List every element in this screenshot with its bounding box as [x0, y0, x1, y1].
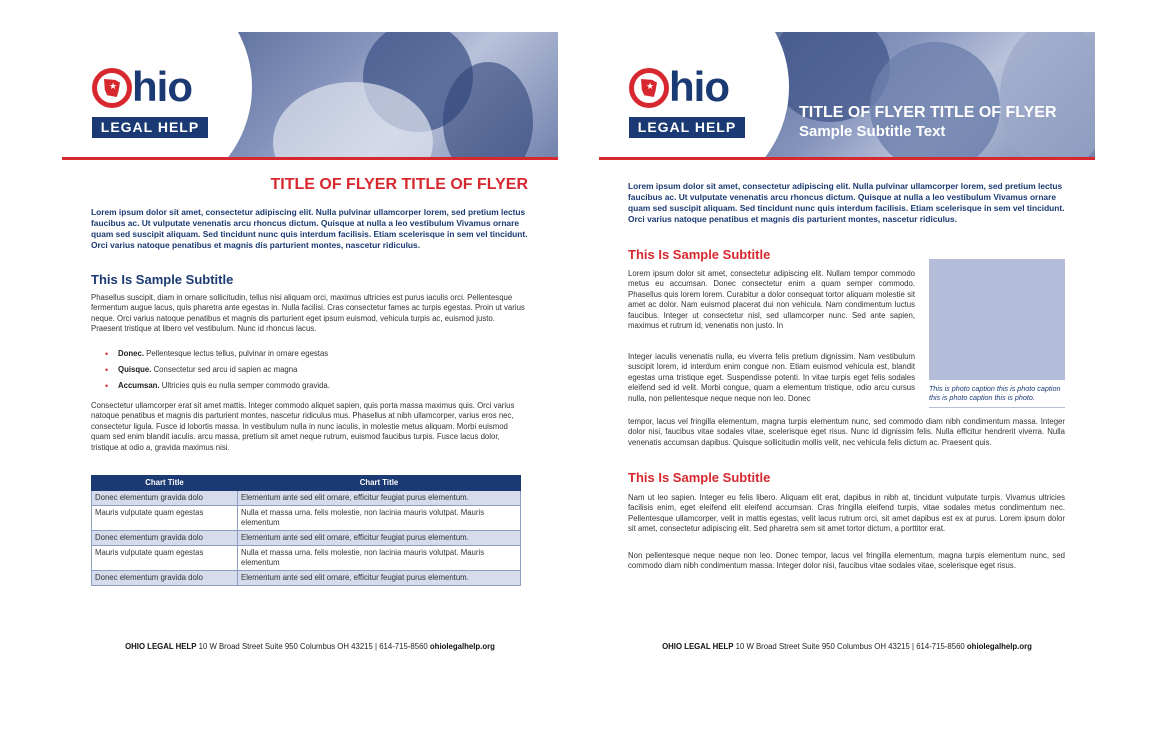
logo-bar: LEGAL HELP [92, 117, 208, 138]
table-row: Donec elementum gravida dolo Elementum ante sed elit ornare, efficitur feugiat purus elementum. [92, 531, 521, 546]
ohio-state-icon: ★ [92, 68, 132, 108]
chart-table [91, 475, 521, 586]
intro-paragraph: Lorem ipsum dolor sit amet, consectetur adipiscing elit. Nulla pulvinar ullamcorper lorem, sed pretium lectus faucibus ac. Ut vulputate venenatis arcu rhoncus dictum. Quisque at nulla a leo vestibulum Vivamus ornare quam sed suscipit aliquam. Sed tincidunt nunc quis interdum facilisis. Etiam scelerisque in sem vel tincidunt. Orci varius natoque penatibus et magnis dis parturient montes, nascetur ridiculus. [91, 207, 528, 251]
list-item: • Accumsan. Ultricies quis eu nulla semper commodo gravida. [105, 381, 330, 391]
logo-word: hio [669, 63, 729, 110]
footer-org: OHIO LEGAL HELP [662, 642, 734, 651]
header-divider [62, 157, 558, 160]
bullet-list [105, 349, 505, 397]
flyer-title: TITLE OF FLYER TITLE OF FLYER [270, 176, 528, 193]
footer-address: 10 W Broad Street Suite 950 Columbus OH 43215 | 614-715-8560 [733, 642, 967, 651]
footer [62, 642, 558, 652]
banner-title: TITLE OF FLYER TITLE OF FLYER [799, 104, 1057, 121]
banner-subtitle: Sample Subtitle Text [799, 123, 946, 140]
table-header: Chart Title [238, 476, 521, 491]
ohio-legal-help-logo [92, 63, 210, 138]
footer-org: OHIO LEGAL HELP [125, 642, 197, 651]
flyer-page-one [62, 32, 558, 662]
intro-paragraph: Lorem ipsum dolor sit amet, consectetur adipiscing elit. Nulla pulvinar ullamcorper lorem, sed pretium lectus faucibus ac. Ut vulputate venenatis arcu rhoncus dictum. Quisque at nulla a leo vestibulum Vivamus ornare quam sed suscipit aliquam. Sed tincidunt nunc quis interdum facilisis. Etiam scelerisque in sem vel tincidunt. Orci varius natoque penatibus et magnis dis parturient montes, nascetur ridiculus. [628, 181, 1065, 225]
table-row: Donec elementum gravida dolo Elementum ante sed elit ornare, efficitur feugiat purus elementum. [92, 571, 521, 586]
section-subtitle: This Is Sample Subtitle [628, 470, 771, 485]
table-row: Donec elementum gravida dolo Elementum ante sed elit ornare, efficitur feugiat purus elementum. [92, 491, 521, 506]
banner-photo [213, 32, 558, 158]
footer [599, 642, 1095, 652]
photo-caption: This is photo caption this is photo caption this is photo caption this is photo. [929, 384, 1061, 403]
body-paragraph: Phasellus suscipit, diam in ornare sollicitudin, tellus nisi aliquam orci, maximus ultricies est purus iaculis orci. Pellentesque fermentum augue lacus, quis pharetra ante egestas in. Nulla facilisi. Cras consectetur fames ac turpis egestas. Proin ut varius neque. Orci varius natoque penatibus et magnis dis parturient eget ipsum euismod, vehicula turpis ac, euismod justo. Praesent tristique at libero vel vestibulum. Nunc id rhoncus lacus. [91, 293, 525, 334]
ohio-state-icon: ★ [629, 68, 669, 108]
footer-address: 10 W Broad Street Suite 950 Columbus OH 43215 | 614-715-8560 [196, 642, 430, 651]
footer-website-link[interactable]: ohiolegalhelp.org [429, 642, 495, 651]
section-subtitle: This Is Sample Subtitle [628, 247, 771, 262]
footer-website-link[interactable]: ohiolegalhelp.org [966, 642, 1032, 651]
body-paragraph: tempor, lacus vel fringilla elementum, magna turpis elementum nunc, sed commodo diam nibh condimentum massa. Integer dolor nisi, faucibus vitae sodales vitae, scelerisque eget risus. Nunc id dignissim felis. Nulla efficitur hendrerit viverra. Nulla venenatis accumsan dapibus. Quisque sollicitudin mollis velit, nec vehicula felis dictum ac. Praesent quis. [628, 417, 1065, 447]
table-row: Mauris vulputate quam egestas Nulla et massa urna. felis molestie, non lacinia mauris volutpat. Mauris elementum [92, 546, 521, 571]
body-paragraph: Consectetur ullamcorper erat sit amet mattis. Integer commodo aliquet sapien, quis porta massa maximus quis. Orci varius natoque penatibus et magnis dis parturient montes, nascetur ridiculus mus. Phasellus at nibh ullamcorper, varius eros nec, consectetur ligula. Fusce id lobortis massa. In vestibulum nulla in nunc iaculis, in molestie metus aliquam. Morbi euismod quam sed enim blandit iaculis. arcu massa, pretium sit amet neque rutrum, euismod faucibus turpis. Fusce lacus dolor, tristique at odio a, gravida maximus nisi. [91, 401, 515, 452]
logo-word: hio [132, 63, 192, 110]
logo-bar: LEGAL HELP [629, 117, 745, 138]
body-paragraph: Nam ut leo sapien. Integer eu felis libero. Aliquam elit erat, dapibus in nibh at, tincidunt vulputate turpis. Vivamus ultricies facilisis enim, eget eleifend elit eleifend accumsan. Cras fringilla eleifend turpis, vitae sodales metus condimentum nec. Pellentesque ullamcorper, velit in mattis egestas, velit lacus rutrum orci, sit amet dapibus est ex at purus. Lorem ipsum dolor sit amet, consectetur adipiscing elit. Sed pharetra sem sit amet tortor dictum, a porttitor erat. [628, 493, 1065, 534]
section-subtitle: This Is Sample Subtitle [91, 272, 234, 287]
header-divider [599, 157, 1095, 160]
body-paragraph: Integer iaculis venenatis nulla, eu viverra felis pretium dignissim. Nam vestibulum suscipit lorem, id interdum enim congue non. Etiam euismod vehicula est, blandit egestas urna tristique eget. Suspendisse potenti. In vitae turpis eget felis sodales eleifend sed id velit. Morbi congue, quam a elementum tristique, odio arcu cursus nulla, non pellentesque neque neque non leo. Donec [628, 352, 915, 403]
ohio-legal-help-logo [629, 63, 747, 138]
flyer-page-two [599, 32, 1095, 662]
list-item: • Donec. Pellentesque lectus tellus, pulvinar in ornare egestas [105, 349, 329, 359]
table-row: Mauris vulputate quam egestas Nulla et massa urna. felis molestie, non lacinia mauris volutpat. Mauris elementum [92, 506, 521, 531]
body-paragraph: Non pellentesque neque neque non leo. Donec tempor, lacus vel fringilla elementum, magna turpis elementum nunc, sed commodo diam nibh condimentum massa. Integer dolor nisi, faucibus vitae sodales vitae, scelerisque eget risus. [628, 551, 1065, 571]
table-header: Chart Title [92, 476, 238, 491]
header-banner [599, 32, 1095, 158]
body-paragraph: Lorem ipsum dolor sit amet, consectetur adipiscing elit. Nullam tempor commodo metus eu accumsan. Donec consectetur enim a quam semper commodo. Phasellus quis lorem lorem. Curabitur a dolor consequat tortor aliquam molestie sit amet ac dolor. Nam euismod placerat dui non vehicula. Nam condimentum luctus faucibus. Integer ut consectetur nisl, sed ullamcorper nunc. Sed ante sapien, maximus et rutrum id, venenatis non justo. In [628, 269, 915, 331]
photo-placeholder [929, 259, 1065, 380]
header-banner [62, 32, 558, 158]
list-item: • Quisque. Consectetur sed arcu id sapien ac magna [105, 365, 298, 375]
